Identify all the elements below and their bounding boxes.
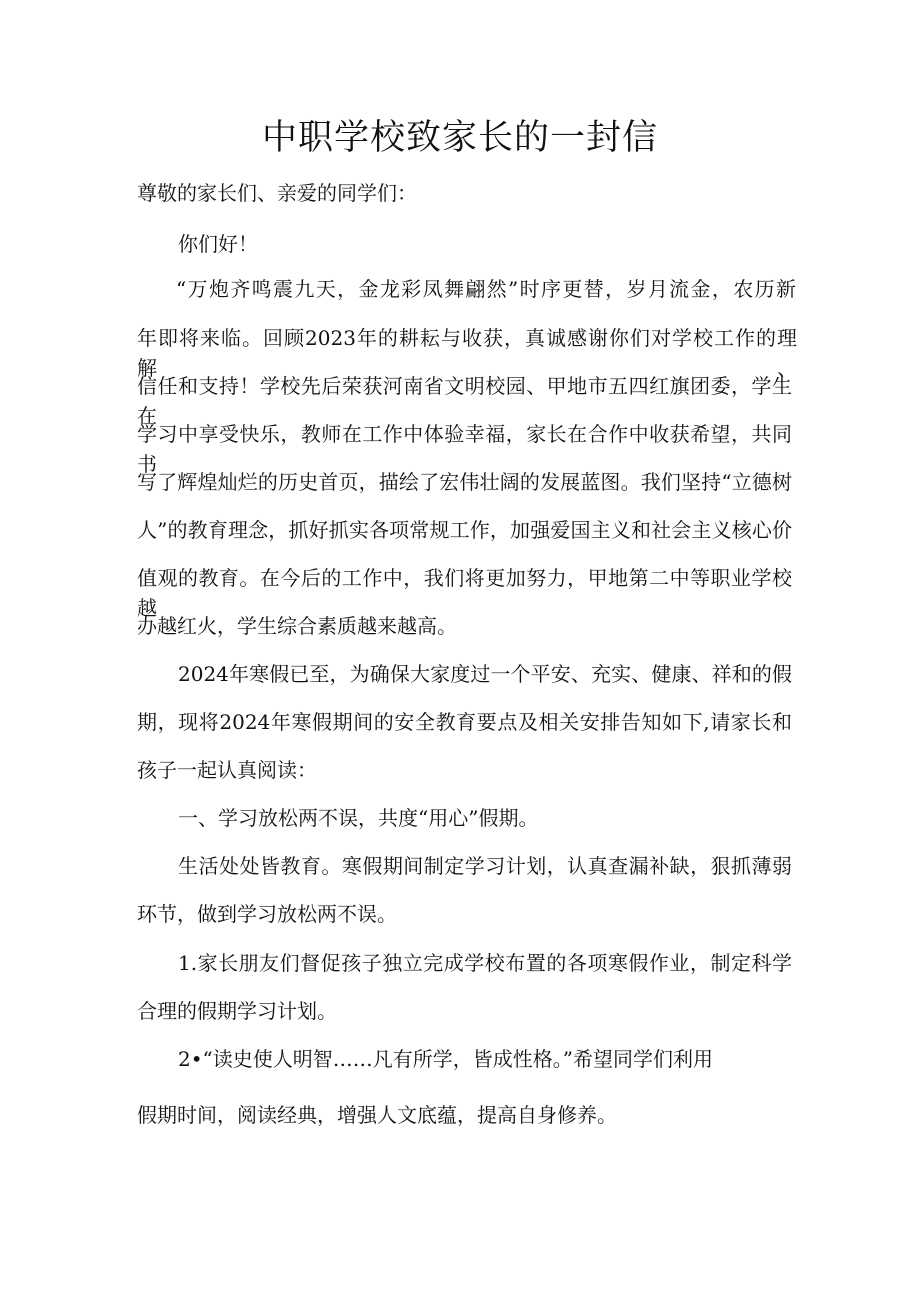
- greeting: 你们好！: [178, 232, 258, 256]
- paragraph-line: 信任和支持！学校先后荣获河南省文明校园、甲地市五四红旗团委，学生在: [137, 374, 792, 428]
- paragraph-line: 2•“读史使人明智……凡有所学，皆成性格。”希望同学们利用: [178, 1047, 713, 1071]
- paragraph-line: 人”的教育理念，抓好抓实各项常规工作，加强爱国主义和社会主义核心价: [137, 518, 792, 542]
- letter-title: 中职学校致家长的一封信: [261, 118, 658, 158]
- paragraph-line: 学习中享受快乐，教师在工作中体验幸福，家长在合作中收获希望，共同书: [137, 422, 792, 476]
- paragraph-line: 2024年寒假已至，为确保大家度过一个平安、充实、健康、祥和的假: [178, 662, 792, 686]
- paragraph-line: 办越红火，学生综合素质越来越高。: [137, 614, 457, 638]
- paragraph-line: 假期时间，阅读经典，增强人文底蕴，提高自身修养。: [137, 1103, 617, 1127]
- salutation: 尊敬的家长们、亲爱的同学们：: [137, 181, 417, 205]
- paragraph-line: 孩子一起认真阅读：: [137, 758, 317, 782]
- paragraph-line: 年即将来临。回顾2023年的耕耘与收获，真诚感谢你们对学校工作的理解、: [137, 326, 797, 380]
- paragraph-line: “万炮齐鸣震九天，金龙彩凤舞翩然”时序更替，岁月流金，农历新: [176, 277, 796, 301]
- paragraph-line: 值观的教育。在今后的工作中，我们将更加努力，甲地第二中等职业学校越: [137, 566, 792, 620]
- paragraph-line: 写了辉煌灿烂的历史首页，描绘了宏伟壮阔的发展蓝图。我们坚持“立德树: [137, 470, 792, 494]
- section-heading: 一、学习放松两不误，共度“用心”假期。: [178, 806, 539, 830]
- paragraph-line: 期，现将2024年寒假期间的安全教育要点及相关安排告知如下,请家长和: [137, 710, 792, 734]
- paragraph-line: 环节，做到学习放松两不误。: [137, 902, 397, 926]
- paragraph-line: 1.家长朋友们督促孩子独立完成学校布置的各项寒假作业，制定科学: [178, 951, 792, 975]
- paragraph-line: 合理的假期学习计划。: [137, 999, 337, 1023]
- paragraph-line: 生活处处皆教育。寒假期间制定学习计划，认真查漏补缺，狠抓薄弱: [178, 854, 792, 878]
